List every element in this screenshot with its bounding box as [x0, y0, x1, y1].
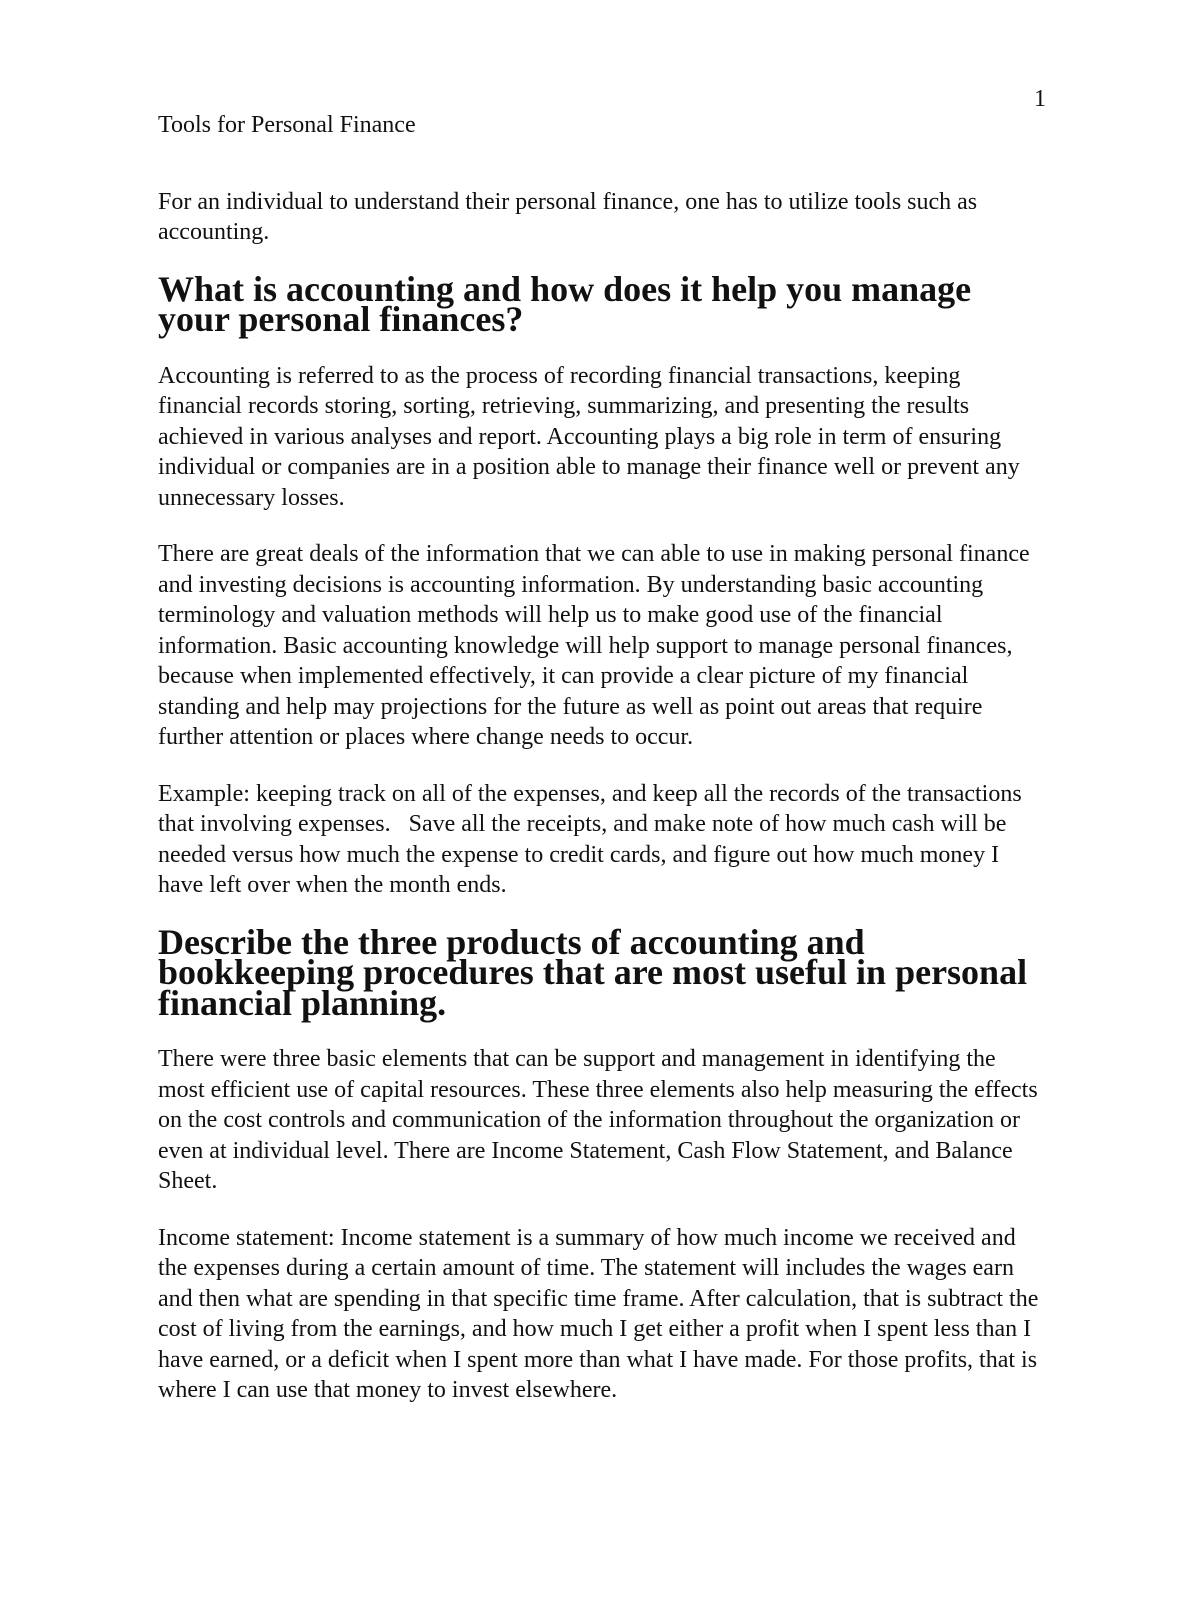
document-title: Tools for Personal Finance	[158, 112, 416, 138]
intro-paragraph: For an individual to understand their personal finance, one has to utilize tools such as accounting.	[158, 188, 978, 245]
section-1-paragraph-1: Accounting is referred to as the process of recording financial transactions, keeping financial records storing, sorting, retrieving, summarizing, and presenting the results achieved in various analyses and report. Accounting plays a big role in term of ensuring individual or companies are in a position able to manage their finance well or prevent any unnecessary losses.	[158, 362, 1020, 511]
section-2-paragraph-1: There were three basic elements that can be support and management in identifying the most efficient use of capital resources. These three elements also help measuring the effects on the cost controls and communication of the information throughout the organization or even at individual level. There are Income Statement, Cash Flow Statement, and Balance Sheet.	[158, 1046, 1038, 1194]
section-1-heading: What is accounting and how does it help you manage your personal finances?	[158, 268, 972, 339]
section-2-heading: Describe the three products of accounting and bookkeeping procedures that are most useful in personal financial planning.	[158, 921, 1028, 1023]
page-number: 1	[1034, 86, 1046, 112]
section-2-paragraph-2: Income statement: Income statement is a summary of how much income we received and the expenses during a certain amount of time. The statement will includes the wages earn and then what are spending in that specific time frame. After calculation, that is subtract the cost of living from the earnings, and how much I get either a profit when I spent less than I have earned, or a deficit when I spent more than what I have made. For those profits, that is where I can use that money to invest elsewhere.	[158, 1224, 1039, 1403]
section-1-paragraph-2: There are great deals of the information that we can able to use in making personal finance and investing decisions is accounting information. By understanding basic accounting terminology and valuation methods will help us to make good use of the financial information. Basic accounting knowledge will help support to manage personal finances, because when implemented effectively, it can provide a clear picture of my financial standing and help may projections for the future as well as point out areas that require further attention or places where change needs to occur.	[158, 541, 1030, 750]
section-1-paragraph-3: Example: keeping track on all of the expenses, and keep all the records of the transactions that involving expenses. Save all the receipts, and make note of how much cash will be needed versus how much the expense to credit cards, and figure out how much money I have left over when the month ends.	[158, 780, 1028, 898]
document-body	[158, 110, 1048, 1406]
